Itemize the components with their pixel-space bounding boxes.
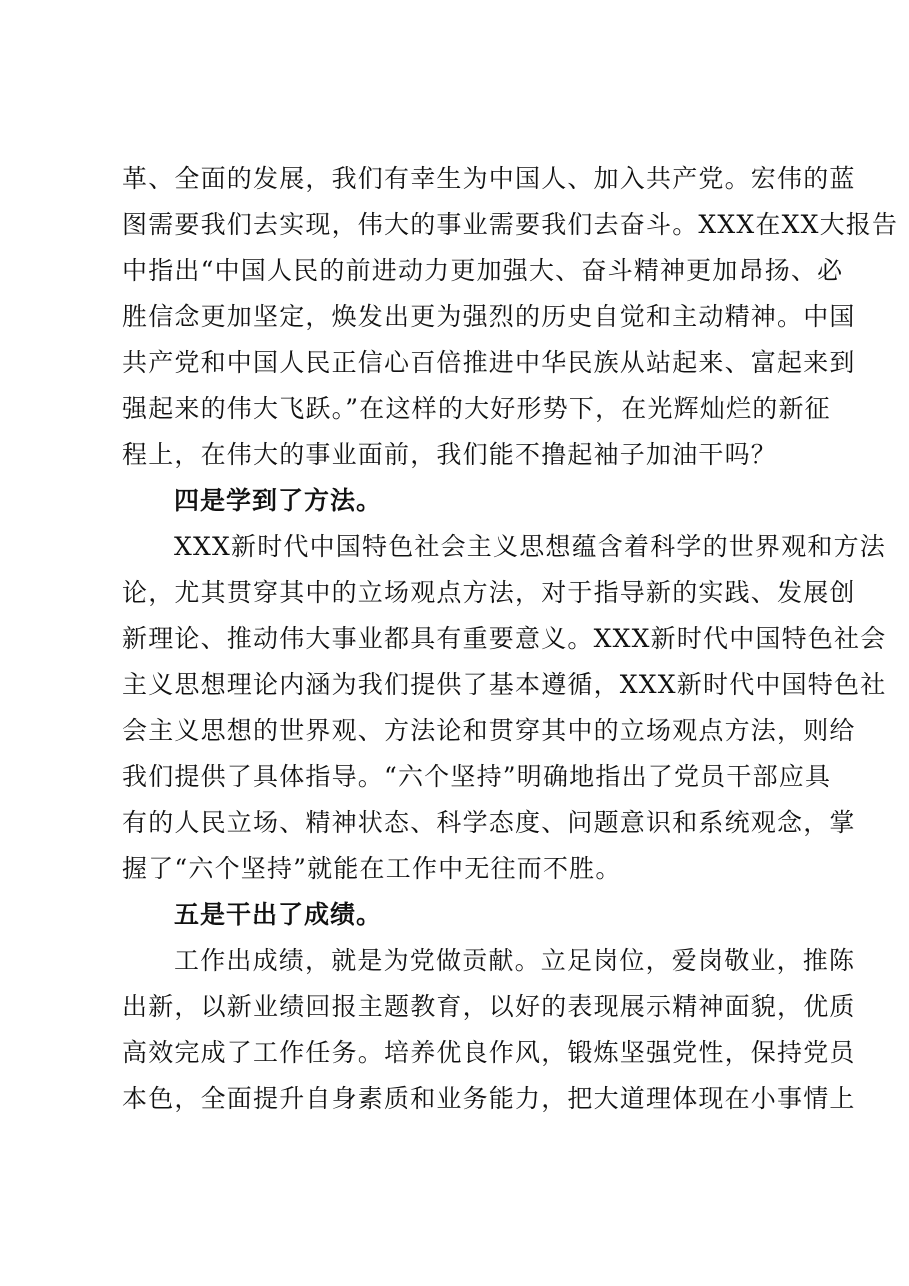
paragraph-3-line-2: 出新，以新业绩回报主题教育，以好的表现展示精神面貌，优质: [122, 992, 856, 1021]
paragraph-2-line-8: 握了“六个坚持”就能在工作中无往而不胜。: [122, 854, 622, 883]
paragraph-2-line-5: 会主义思想的世界观、方法论和贯穿其中的立场观点方法，则给: [122, 716, 856, 745]
paragraph-3-line-3: 高效完成了工作任务。培养优良作风，锻炼坚强党性，保持党员: [122, 1038, 856, 1067]
paragraph-2-line-2: 论，尤其贯穿其中的立场观点方法，对于指导新的实践、发展创: [122, 578, 856, 607]
paragraph-1-line-2: 图需要我们去实现，伟大的事业需要我们去奋斗。XXX在XX大报告: [122, 210, 899, 239]
paragraph-3-line-4: 本色，全面提升自身素质和业务能力，把大道理体现在小事情上: [122, 1084, 856, 1113]
paragraph-2-line-7: 有的人民立场、精神状态、科学态度、问题意识和系统观念，掌: [122, 808, 856, 837]
paragraph-2-line-6: 我们提供了具体指导。“六个坚持”明确地指出了党员干部应具: [122, 762, 832, 791]
paragraph-2-line-1: XXX新时代中国特色社会主义思想蕴含着科学的世界观和方法: [174, 532, 886, 561]
paragraph-1-line-6: 强起来的伟大飞跃。”在这样的大好形势下，在光辉灿烂的新征: [122, 394, 831, 423]
paragraph-1-line-4: 胜信念更加坚定，焕发出更为强烈的历史自觉和主动精神。中国: [122, 302, 856, 331]
paragraph-3-line-1: 工作出成绩，就是为党做贡献。立足岗位，爱岗敬业，推陈: [174, 946, 856, 975]
paragraph-1-line-5: 共产党和中国人民正信心百倍推进中华民族从站起来、富起来到: [122, 348, 856, 377]
paragraph-1-line-7: 程上，在伟大的事业面前，我们能不撸起袖子加油干吗？: [122, 440, 778, 469]
paragraph-2-line-3: 新理论、推动伟大事业都具有重要意义。XXX新时代中国特色社会: [122, 624, 887, 653]
section-heading-5: 五是干出了成绩。: [174, 900, 383, 929]
paragraph-2-line-4: 主义思想理论内涵为我们提供了基本遵循，XXX新时代中国特色社: [122, 670, 887, 699]
paragraph-1-line-3: 中指出“中国人民的前进动力更加强大、奋斗精神更加昂扬、必: [122, 256, 844, 285]
section-heading-4: 四是学到了方法。: [174, 486, 383, 515]
paragraph-1-line-1: 革、全面的发展，我们有幸生为中国人、加入共产党。宏伟的蓝: [122, 164, 856, 193]
document-body: [122, 156, 899, 1122]
